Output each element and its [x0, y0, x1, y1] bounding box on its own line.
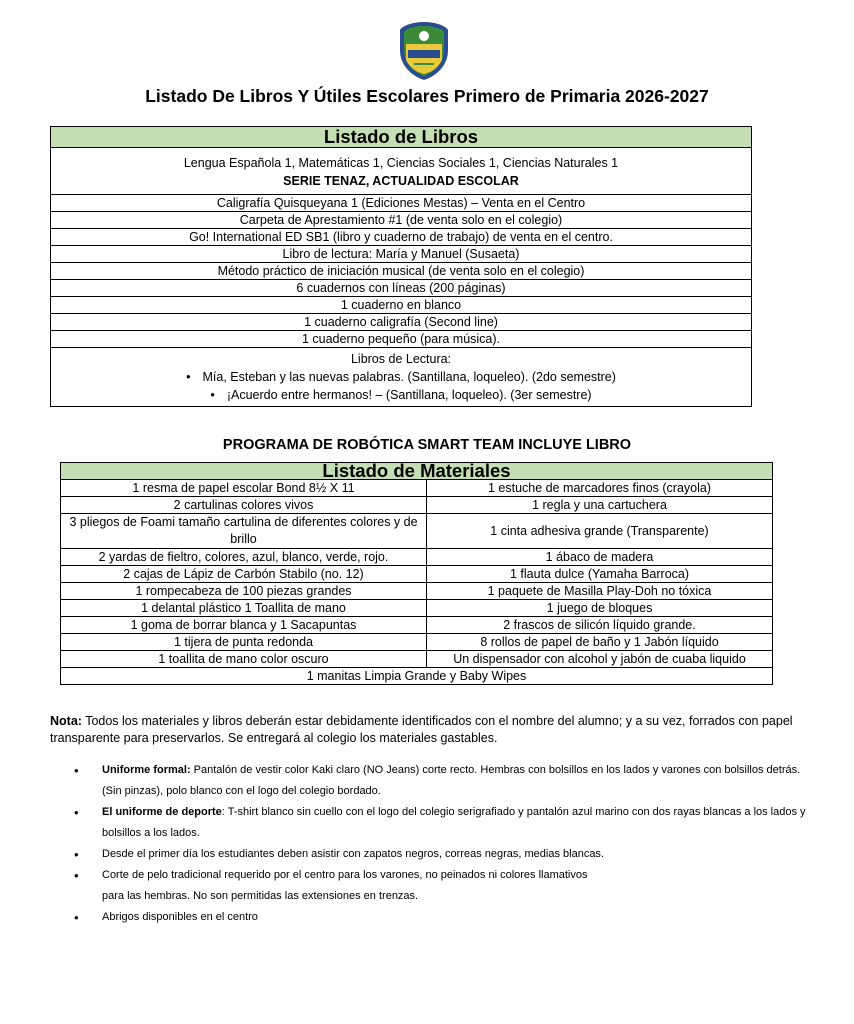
bullet-uniforme-formal [50, 760, 810, 802]
material-cell-right: 8 rollos de papel de baño y 1 Jabón líquido [427, 634, 773, 651]
material-cell-left: 1 tijera de punta redonda [61, 634, 427, 651]
materials-table-header: Listado de Materiales [61, 463, 773, 480]
bullet-abrigos [50, 907, 810, 928]
bullet-text: Abrigos disponibles en el centro [102, 911, 258, 923]
lectura-item: • ¡Acuerdo entre hermanos! – (Santillana, loqueleo). (3er semestre) [55, 386, 747, 404]
lectura-list [55, 368, 747, 404]
bullet-text: : T-shirt blanco sin cuello con el logo del colegio serigrafiado y pantalón azul marino con dos rayas blancas a los lados y bolsillos a los lados. [102, 806, 806, 839]
book-row: Carpeta de Aprestamiento #1 (de venta solo en el colegio) [51, 212, 752, 229]
note-paragraph [50, 713, 810, 747]
material-cell-left: 2 yardas de fieltro, colores, azul, blanco, verde, rojo. [61, 549, 427, 566]
policy-bullets [50, 760, 810, 928]
bullet-corte-pelo-continued [50, 886, 810, 907]
material-cell-right: 1 juego de bloques [427, 600, 773, 617]
books-series: SERIE TENAZ, ACTUALIDAD ESCOLAR [283, 174, 519, 188]
lectura-item: • Mía, Esteban y las nuevas palabras. (Santillana, loqueleo). (2do semestre) [55, 368, 747, 386]
material-cell-right: 2 frascos de silicón líquido grande. [427, 617, 773, 634]
document-title: Listado De Libros Y Útiles Escolares Primero de Primaria 2026-2027 [145, 86, 709, 106]
books-intro-cell [51, 148, 752, 195]
note-text: Todos los materiales y libros deberán estar debidamente identificados con el nombre del alumno; y a su vez, forrados con papel transparente para preservarlos. Se entregará al colegio los materiales gastables. [50, 714, 793, 745]
material-cell-left: 3 pliegos de Foami tamaño cartulina de diferentes colores y de brillo [61, 514, 427, 549]
book-row: Libro de lectura: María y Manuel (Susaeta) [51, 246, 752, 263]
material-cell-left: 1 goma de borrar blanca y 1 Sacapuntas [61, 617, 427, 634]
book-row: Go! International ED SB1 (libro y cuaderno de trabajo) de venta en el centro. [51, 229, 752, 246]
bullet-label: Uniforme formal: [102, 764, 191, 776]
book-row: Caligrafía Quisqueyana 1 (Ediciones Mestas) – Venta en el Centro [51, 195, 752, 212]
bullet-text: Pantalón de vestir color Kaki claro (NO Jeans) corte recto. Hembras con bolsillos en los lados y varones con bolsillos detrás. (Sin pinzas), polo blanco con el logo del colegio bordado. [102, 764, 801, 797]
lectura-cell [51, 348, 752, 407]
bullet-label: El uniforme de deporte [102, 806, 222, 818]
material-cell-left: 1 rompecabeza de 100 piezas grandes [61, 583, 427, 600]
bullet-text: Corte de pelo tradicional requerido por el centro para los varones, no peinados ni colores llamativos [102, 869, 588, 881]
books-table [50, 126, 752, 407]
material-cell-right: 1 cinta adhesiva grande (Transparente) [427, 514, 773, 549]
note-label: Nota: [50, 714, 82, 728]
material-cell-left: 1 toallita de mano color oscuro [61, 651, 427, 668]
book-row: Método práctico de iniciación musical (de venta solo en el colegio) [51, 263, 752, 280]
bullet-corte-pelo [50, 865, 810, 886]
robotics-program-heading: PROGRAMA DE ROBÓTICA SMART TEAM INCLUYE LIBRO [222, 437, 632, 453]
material-cell-right: Un dispensador con alcohol y jabón de cuaba liquido [427, 651, 773, 668]
bullet-zapatos [50, 844, 810, 865]
material-cell-right: 1 flauta dulce (Yamaha Barroca) [427, 566, 773, 583]
material-cell-left: 1 resma de papel escolar Bond 8½ X 11 [61, 480, 427, 497]
materials-table [60, 462, 773, 685]
book-row: 1 cuaderno caligrafía (Second line) [51, 314, 752, 331]
material-cell-left: 1 delantal plástico 1 Toallita de mano [61, 600, 427, 617]
bullet-text: para las hembras. No son permitidas las extensiones en trenzas. [102, 890, 419, 902]
material-cell-right: 1 paquete de Masilla Play-Doh no tóxica [427, 583, 773, 600]
book-row: 1 cuaderno en blanco [51, 297, 752, 314]
material-cell-right: 1 estuche de marcadores finos (crayola) [427, 480, 773, 497]
school-crest-logo [396, 20, 452, 82]
bullet-text: Desde el primer día los estudiantes deben asistir con zapatos negros, correas negras, medias blancas. [102, 848, 604, 860]
material-cell-right: 1 regla y una cartuchera [427, 497, 773, 514]
book-row: 6 cuadernos con líneas (200 páginas) [51, 280, 752, 297]
books-intro-line: Lengua Española 1, Matemáticas 1, Ciencias Sociales 1, Ciencias Naturales 1 [183, 156, 619, 170]
material-cell-full: 1 manitas Limpia Grande y Baby Wipes [61, 668, 773, 685]
material-cell-left: 2 cartulinas colores vivos [61, 497, 427, 514]
material-cell-right: 1 ábaco de madera [427, 549, 773, 566]
lectura-title: Libros de Lectura: [350, 352, 452, 366]
material-cell-left: 2 cajas de Lápiz de Carbón Stabilo (no. 12) [61, 566, 427, 583]
book-row: 1 cuaderno pequeño (para música). [51, 331, 752, 348]
books-table-header: Listado de Libros [51, 127, 752, 148]
bullet-uniforme-deporte [50, 802, 810, 844]
